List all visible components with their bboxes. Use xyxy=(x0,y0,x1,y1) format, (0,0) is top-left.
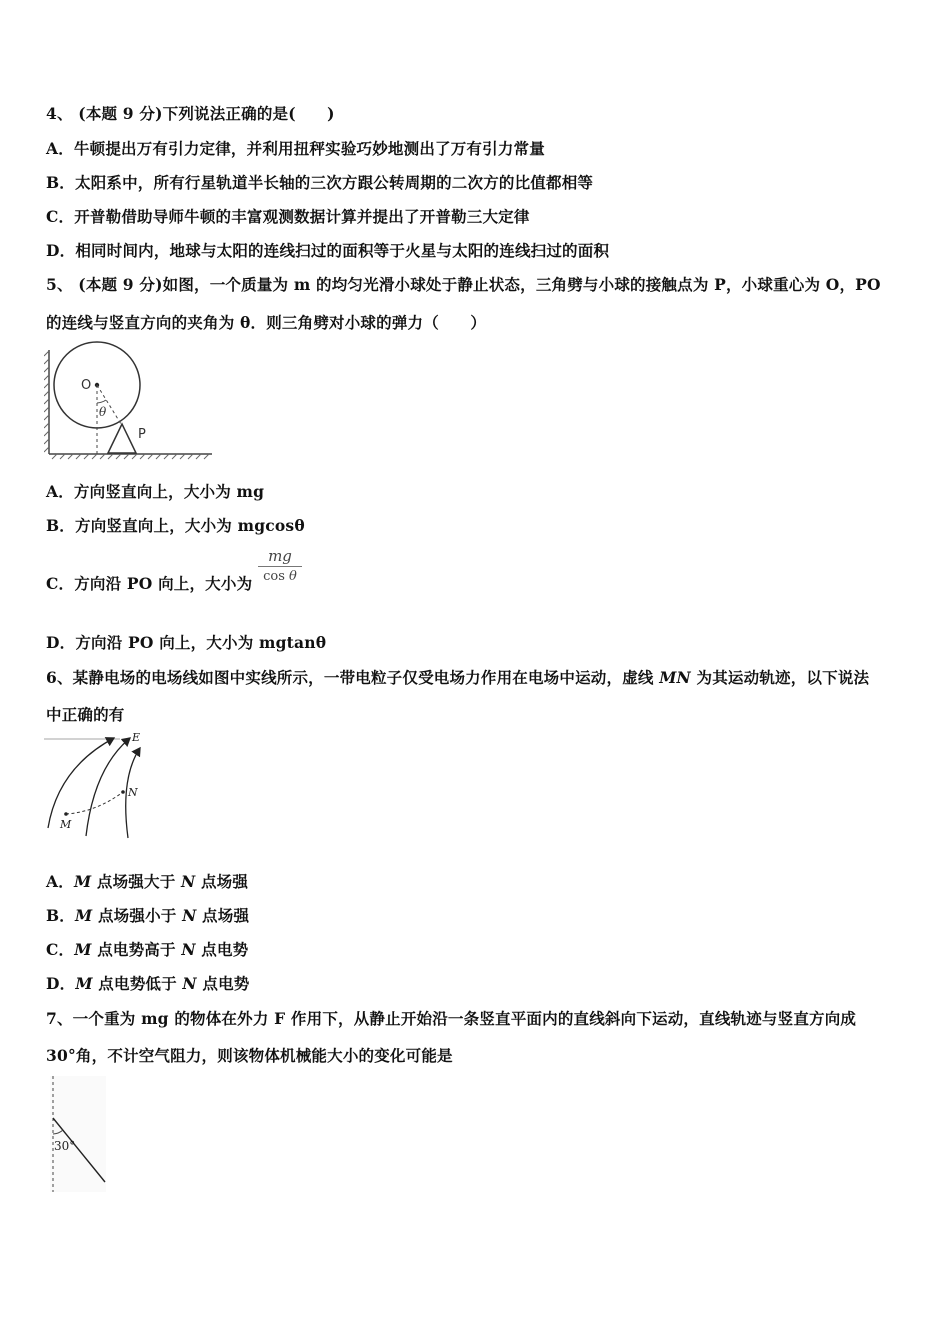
q5-label-o: O xyxy=(81,378,92,393)
q6-option-b: B．M 点场强小于 N 点场强 xyxy=(46,906,250,925)
q6-stem-line2: 中正确的有 xyxy=(46,705,125,724)
q7-angle-label: 30° xyxy=(54,1139,76,1153)
q6-label-n: N xyxy=(128,786,138,799)
q5-option-a: A．方向竖直向上，大小为 mg xyxy=(46,482,265,501)
q6-field-lines-figure xyxy=(44,728,154,840)
q6-label-e: E xyxy=(132,731,141,744)
q5-option-c: C．方向沿 PO 向上，大小为 xyxy=(46,574,253,593)
q5-stem-line1: 5、 (本题 9 分)如图，一个质量为 m 的均匀光滑小球处于静止状态，三角劈与小球的接触点为 P，小球重心为 O，PO xyxy=(46,275,881,294)
q7-stem-line2: 30°角，不计空气阻力，则该物体机械能大小的变化可能是 xyxy=(46,1046,453,1065)
q5-label-p: P xyxy=(138,427,146,442)
q4-option-a: A．牛顿提出万有引力定律，并利用扭秤实验巧妙地测出了万有引力常量 xyxy=(46,139,545,158)
q4-option-d: D．相同时间内，地球与太阳的连线扫过的面积等于火星与太阳的连线扫过的面积 xyxy=(46,241,610,260)
q6-label-m: M xyxy=(60,818,72,831)
q5-label-theta: θ xyxy=(99,405,107,419)
q5-option-d: D．方向沿 PO 向上，大小为 mgtanθ xyxy=(46,633,327,652)
q6-option-a: A．M 点场强大于 N 点场强 xyxy=(46,872,249,891)
fraction-denominator: cos θ xyxy=(263,569,297,584)
q6-option-d: D．M 点电势低于 N 点电势 xyxy=(46,974,250,993)
q4-stem: 4、 (本题 9 分)下列说法正确的是( ) xyxy=(46,104,335,123)
q6-stem-line1: 6、某静电场的电场线如图中实线所示，一带电粒子仅受电场力作用在电场中运动，虚线 MN 为其运动轨迹，以下说法 xyxy=(46,668,870,687)
q4-option-c: C．开普勒借助导师牛顿的丰富观测数据计算并提出了开普勒三大定律 xyxy=(46,207,530,226)
q7-angle-figure xyxy=(46,1074,110,1194)
fraction-numerator: mg xyxy=(258,547,302,567)
q5-stem-line2: 的连线与竖直方向的夹角为 θ．则三角劈对小球的弹力（ ） xyxy=(46,313,487,332)
q4-option-b: B．太阳系中，所有行星轨道半长轴的三次方跟公转周期的二次方的比值都相等 xyxy=(46,173,594,192)
q6-option-c: C．M 点电势高于 N 点电势 xyxy=(46,940,249,959)
q5-ball-wedge-figure xyxy=(44,340,216,460)
q5-option-b: B．方向竖直向上，大小为 mgcosθ xyxy=(46,516,305,535)
q5-option-c-fraction xyxy=(258,547,302,584)
q7-stem-line1: 7、一个重为 mg 的物体在外力 F 作用下，从静止开始沿一条竖直平面内的直线斜向下运动，直线轨迹与竖直方向成 xyxy=(46,1009,857,1028)
